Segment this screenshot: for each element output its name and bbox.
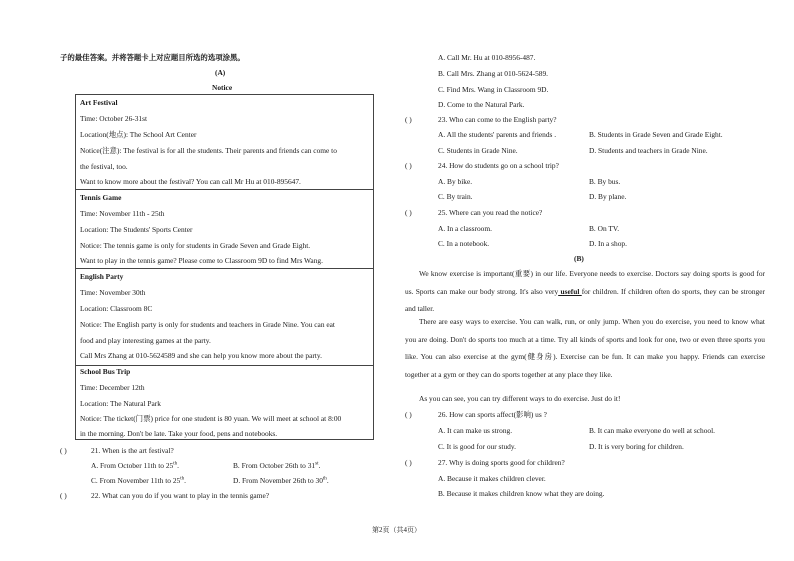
notice-line: Location(地点): The School Art Center [80,130,197,139]
section-a-label: (A) [215,68,226,77]
question-21-option-a: A. From October 11th to 25th. [91,461,179,470]
question-26-stem: 26. How can sports affect(影响) us ? [438,410,547,419]
notice-line: Notice: The tennis game is only for students in Grade Seven and Grade Eight. [80,241,311,250]
question-25-option-d: D. In a shop. [589,239,627,248]
question-22-option-c: C. Find Mrs. Wang in Classroom 9D. [438,85,549,94]
notice-line: Location: Classroom 8C [80,304,153,313]
notice-line: the festival, too. [80,162,128,171]
question-24-option-c: C. By train. [438,192,473,201]
question-23-option-c: C. Students in Grade Nine. [438,146,518,155]
passage-paragraph-2: There are easy ways to exercise. You can walk, run, or only jump. When you do exercise, you need to know what you are doing. Don't do sports too much at a time. Try all kinds of sports and look for one, two or even three sports you like. You can also exercise at the gym(健身房). Exercise can be fun. It can make you happy. Friends can exercise together at a gym or they can do sports together at any place they like. [405,317,765,379]
answer-paren: ( ) [60,446,67,455]
notice-line: Call Mrs Zhang at 010-5624589 and she can help you know more about the party. [80,351,322,360]
passage-paragraph-3: As you can see, you can try different ways to do exercise. Just do it! [419,394,621,403]
notice-line: food and play interesting games at the party. [80,336,211,345]
notice-line: Notice: The English party is only for students and teachers in Grade Nine. You can eat [80,320,335,329]
question-27-stem: 27. Why is doing sports good for children? [438,458,565,467]
notice-divider [76,189,373,190]
notice-line: Notice(注意): The festival is for all the students. Their parents and friends can come to [80,146,337,155]
notice-line: Time: December 12th [80,383,145,392]
question-22-option-d: D. Come to the Natural Park. [438,100,525,109]
notice-heading-school-bus-trip: School Bus Trip [80,367,131,376]
question-25-stem: 25. Where can you read the notice? [438,208,543,217]
question-25-option-c: C. In a notebook. [438,239,490,248]
notice-line: Location: The Natural Park [80,399,161,408]
notice-title: Notice [212,83,233,92]
answer-paren: ( ) [405,458,412,467]
answer-paren: ( ) [405,410,412,419]
notice-line: Time: October 26-31st [80,114,148,123]
question-22-option-a: A. Call Mr. Hu at 010-8956-487. [438,53,536,62]
question-26-option-b: B. It can make everyone do well at school. [589,426,716,435]
answer-paren: ( ) [405,115,412,124]
question-21-option-d: D. From November 26th to 30th. [233,476,329,485]
notice-divider [76,365,373,366]
notice-line: Time: November 30th [80,288,146,297]
underlined-word: useful [558,286,582,296]
question-21-option-b: B. From October 26th to 31st. [233,461,321,470]
answer-paren: ( ) [405,161,412,170]
question-27-option-a: A. Because it makes children clever. [438,474,546,483]
question-25-option-b: B. On TV. [589,224,620,233]
question-21-stem: 21. When is the art festival? [91,446,174,455]
notice-heading-tennis-game: Tennis Game [80,193,122,202]
question-24-option-a: A. By bike. [438,177,473,186]
question-24-option-b: B. By bus. [589,177,621,186]
notice-line: Want to know more about the festival? You can call Mr Hu at 010-895647. [80,177,301,186]
notice-divider [76,268,373,269]
question-23-option-b: B. Students in Grade Seven and Grade Eight. [589,130,723,139]
notice-line: Want to play in the tennis game? Please come to Classroom 9D to find Mrs Wang. [80,256,323,265]
instruction-text: 子的最佳答案。并将答题卡上对应题目所选的选项涂黑。 [60,53,245,62]
question-24-option-d: D. By plane. [589,192,627,201]
question-26-option-a: A. It can make us strong. [438,426,513,435]
section-b-label: (B) [574,254,584,263]
question-22-option-b: B. Call Mrs. Zhang at 010-5624-589. [438,69,549,78]
answer-paren: ( ) [405,208,412,217]
question-21-option-c: C. From November 11th to 25th. [91,476,186,485]
question-24-stem: 24. How do students go on a school trip? [438,161,559,170]
question-26-option-c: C. It is good for our study. [438,442,516,451]
question-26-option-d: D. It is very boring for children. [589,442,684,451]
notice-heading-art-festival: Art Festival [80,98,118,107]
question-22-stem: 22. What can you do if you want to play in the tennis game? [91,491,270,500]
question-23-stem: 23. Who can come to the English party? [438,115,557,124]
question-23-option-d: D. Students and teachers in Grade Nine. [589,146,708,155]
question-27-option-b: B. Because it makes children know what they are doing. [438,489,605,498]
notice-line: Time: November 11th - 25th [80,209,165,218]
notice-line: Notice: The ticket(门票) price for one student is 80 yuan. We will meet at school at 8:00 [80,414,342,423]
notice-line: Location: The Students' Sports Center [80,225,193,234]
question-23-option-a: A. All the students' parents and friends . [438,130,557,139]
notice-line: in the morning. Don't be late. Take your food, pens and notebooks. [80,429,278,438]
passage-paragraph-1: We know exercise is important(重要) in our life. Everyone needs to exercise. Doctors say doing sports is good for us. Sports can make our body strong. It's also very useful for children. If children often do sports, they can be stronger and taller. [405,269,765,313]
answer-paren: ( ) [60,491,67,500]
notice-heading-english-party: English Party [80,272,124,281]
question-25-option-a: A. In a classroom. [438,224,492,233]
page-footer: 第2页（共4页） [372,526,421,534]
